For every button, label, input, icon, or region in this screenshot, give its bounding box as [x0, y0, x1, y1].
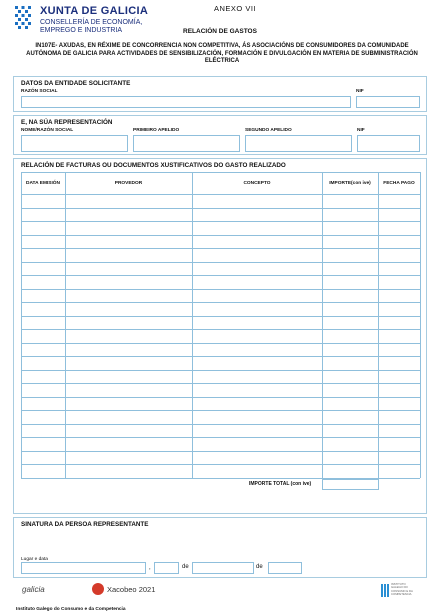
xacobeo-wordmark: Xacobeo 2021 — [107, 585, 156, 594]
table-cell[interactable] — [21, 262, 65, 276]
column-divider — [420, 172, 421, 478]
table-cell[interactable] — [21, 451, 65, 465]
table-cell[interactable] — [322, 302, 378, 316]
table-row — [21, 275, 420, 289]
representative-nif-field[interactable] — [357, 135, 420, 152]
table-row — [21, 302, 420, 316]
row-divider — [21, 172, 420, 173]
business-name-field[interactable] — [21, 96, 351, 108]
table-row — [21, 208, 420, 222]
representative-nif-label: NIF — [357, 128, 365, 133]
table-row — [21, 383, 420, 397]
table-row — [21, 343, 420, 357]
table-cell[interactable] — [21, 410, 65, 424]
table-cell[interactable] — [192, 289, 322, 303]
table-cell[interactable] — [192, 302, 322, 316]
table-cell[interactable] — [192, 316, 322, 330]
table-cell[interactable] — [322, 410, 378, 424]
table-row — [21, 289, 420, 303]
table-cell[interactable] — [21, 464, 65, 478]
first-surname-label: PRIMEIRO APELIDO — [133, 128, 180, 133]
month-field[interactable] — [192, 562, 254, 574]
table-cell[interactable] — [192, 235, 322, 249]
table-cell[interactable] — [21, 221, 65, 235]
table-cell[interactable] — [192, 221, 322, 235]
annex-label: ANEXO VII — [213, 4, 256, 13]
table-cell[interactable] — [21, 437, 65, 451]
table-cell[interactable] — [322, 262, 378, 276]
applicant-heading: DATOS DA ENTIDADE SOLICITANTE — [21, 80, 131, 87]
table-cell[interactable] — [378, 316, 420, 330]
table-cell[interactable] — [378, 383, 420, 397]
table-cell[interactable] — [192, 356, 322, 370]
galicia-wordmark: galicia — [22, 585, 45, 594]
second-surname-label: SEGUNDO APELIDO — [245, 128, 292, 133]
department-line-1: CONSELLERÍA DE ECONOMÍA, — [40, 19, 143, 26]
place-date-label: Lugar e data — [21, 557, 48, 562]
table-row — [21, 316, 420, 330]
table-cell[interactable] — [378, 397, 420, 411]
table-row — [21, 194, 420, 208]
table-cell[interactable] — [322, 275, 378, 289]
table-cell[interactable] — [65, 329, 192, 343]
of-label-2: de — [256, 564, 263, 570]
table-cell[interactable] — [378, 221, 420, 235]
second-surname-field[interactable] — [245, 135, 352, 152]
table-cell[interactable] — [192, 208, 322, 222]
table-cell[interactable] — [192, 437, 322, 451]
table-cell[interactable] — [65, 275, 192, 289]
table-cell[interactable] — [65, 208, 192, 222]
table-cell[interactable] — [192, 343, 322, 357]
brand-name: XUNTA DE GALICIA — [40, 5, 149, 17]
table-cell[interactable] — [322, 289, 378, 303]
table-cell[interactable] — [192, 383, 322, 397]
table-cell[interactable] — [65, 410, 192, 424]
table-cell[interactable] — [322, 194, 378, 208]
table-cell[interactable] — [65, 289, 192, 303]
table-cell[interactable] — [21, 302, 65, 316]
table-row — [21, 437, 420, 451]
table-cell[interactable] — [21, 424, 65, 438]
column-header: CONCEPTO — [243, 180, 271, 186]
table-cell[interactable] — [192, 424, 322, 438]
table-cell[interactable] — [192, 370, 322, 384]
table-cell[interactable] — [378, 451, 420, 465]
of-label-1: de — [182, 564, 189, 570]
table-cell[interactable] — [378, 329, 420, 343]
table-cell[interactable] — [378, 208, 420, 222]
table-cell[interactable] — [322, 235, 378, 249]
table-cell[interactable] — [322, 316, 378, 330]
signature-heading: SINATURA DA PERSOA REPRESENTANTE — [21, 521, 149, 528]
column-header: PROVEDOR — [114, 180, 143, 186]
table-cell[interactable] — [65, 262, 192, 276]
table-cell[interactable] — [65, 235, 192, 249]
table-cell[interactable] — [21, 383, 65, 397]
table-cell[interactable] — [378, 302, 420, 316]
column-header: IMPORTE(con ive) — [329, 180, 371, 186]
total-amount-field[interactable] — [322, 479, 379, 490]
igc-icon — [381, 584, 389, 597]
table-cell[interactable] — [65, 397, 192, 411]
table-cell[interactable] — [378, 356, 420, 370]
table-cell[interactable] — [322, 437, 378, 451]
table-cell[interactable] — [192, 451, 322, 465]
table-row — [21, 262, 420, 276]
table-cell[interactable] — [322, 329, 378, 343]
column-header: FECHA PAGO — [383, 180, 415, 186]
table-row — [21, 248, 420, 262]
table-cell[interactable] — [378, 235, 420, 249]
xacobeo-logo — [92, 583, 162, 597]
table-cell[interactable] — [21, 194, 65, 208]
table-cell[interactable] — [65, 343, 192, 357]
table-cell[interactable] — [65, 424, 192, 438]
table-cell[interactable] — [192, 194, 322, 208]
table-cell[interactable] — [21, 289, 65, 303]
table-cell[interactable] — [378, 194, 420, 208]
table-cell[interactable] — [65, 451, 192, 465]
table-cell[interactable] — [322, 221, 378, 235]
table-cell[interactable] — [378, 410, 420, 424]
invoices-heading: RELACIÓN DE FACTURAS OU DOCUMENTOS XUSTIFICATIVOS DO GASTO REALIZADO — [21, 162, 286, 169]
table-row — [21, 356, 420, 370]
table-cell[interactable] — [65, 370, 192, 384]
place-field[interactable] — [21, 562, 146, 574]
table-cell[interactable] — [378, 464, 420, 478]
table-cell[interactable] — [378, 343, 420, 357]
table-row — [21, 451, 420, 465]
table-cell[interactable] — [192, 275, 322, 289]
procedure-description: IN107E- AXUDAS, EN RÉXIME DE CONCORRENCIA NON COMPETITIVA, ÁS ASOCIACIÓNS DE CONSUMIDORES DA COMUNIDADE AUTÓNOMA DE GALICIA PARA ACTIVIDADES DE SENSIBILIZACIÓN, FORMACIÓN E DIVULGACIÓN EN MATERIA DE SUBMINISTRACIÓN ELÉCTRICA — [26, 43, 418, 64]
applicant-nif-label: NIF — [356, 89, 364, 94]
galicia-logo — [22, 585, 45, 594]
table-row — [21, 424, 420, 438]
table-cell[interactable] — [192, 410, 322, 424]
table-cell[interactable] — [21, 235, 65, 249]
table-cell[interactable] — [21, 356, 65, 370]
table-cell[interactable] — [322, 464, 378, 478]
table-row — [21, 329, 420, 343]
table-cell[interactable] — [21, 248, 65, 262]
year-field[interactable] — [268, 562, 302, 574]
table-row — [21, 221, 420, 235]
name-label: NOME/RAZÓN SOCIAL — [21, 128, 74, 133]
table-cell[interactable] — [378, 437, 420, 451]
table-cell[interactable] — [21, 316, 65, 330]
signature-section — [13, 517, 427, 578]
igc-wordmark: INSTITUTO GALEGO DO CONSUMO E DA COMPETENCIA — [391, 582, 413, 596]
table-cell[interactable] — [322, 424, 378, 438]
table-cell[interactable] — [65, 248, 192, 262]
table-cell[interactable] — [21, 370, 65, 384]
applicant-section — [13, 76, 427, 112]
table-cell[interactable] — [192, 329, 322, 343]
department-line-2: EMPREGO E INDUSTRIA — [40, 27, 123, 34]
igc-logo — [381, 582, 417, 600]
table-cell[interactable] — [65, 383, 192, 397]
table-cell[interactable] — [322, 397, 378, 411]
representative-heading: E, NA SÚA REPRESENTACIÓN — [21, 119, 113, 126]
table-cell[interactable] — [65, 302, 192, 316]
table-cell[interactable] — [378, 289, 420, 303]
table-cell[interactable] — [378, 370, 420, 384]
table-cell[interactable] — [192, 464, 322, 478]
table-row — [21, 464, 420, 478]
table-cell[interactable] — [322, 383, 378, 397]
table-cell[interactable] — [378, 275, 420, 289]
table-row — [21, 410, 420, 424]
table-row — [21, 235, 420, 249]
table-cell[interactable] — [322, 451, 378, 465]
invoices-section — [13, 158, 427, 514]
table-cell[interactable] — [192, 397, 322, 411]
total-amount-label: IMPORTE TOTAL (con ive) — [249, 480, 312, 487]
table-cell[interactable] — [192, 248, 322, 262]
table-cell[interactable] — [192, 262, 322, 276]
table-cell[interactable] — [322, 343, 378, 357]
table-row — [21, 370, 420, 384]
table-cell[interactable] — [21, 275, 65, 289]
table-cell[interactable] — [65, 194, 192, 208]
footer-institute: Instituto Galego do Consumo e da Competencia — [16, 607, 126, 612]
table-cell[interactable] — [378, 262, 420, 276]
applicant-nif-field[interactable] — [356, 96, 420, 108]
table-cell[interactable] — [322, 370, 378, 384]
table-cell[interactable] — [378, 424, 420, 438]
table-cell[interactable] — [21, 397, 65, 411]
table-cell[interactable] — [21, 329, 65, 343]
table-cell[interactable] — [65, 316, 192, 330]
table-cell[interactable] — [21, 343, 65, 357]
document-title: RELACIÓN DE GASTOS — [183, 28, 257, 35]
table-cell[interactable] — [65, 221, 192, 235]
invoice-table — [21, 172, 420, 512]
table-cell[interactable] — [378, 248, 420, 262]
table-cell[interactable] — [65, 437, 192, 451]
day-field[interactable] — [154, 562, 179, 574]
xacobeo-icon — [92, 583, 104, 595]
column-header: DATA EMISIÓN — [25, 180, 61, 186]
table-row — [21, 397, 420, 411]
comma-separator: , — [149, 565, 151, 571]
table-cell[interactable] — [322, 356, 378, 370]
first-surname-field[interactable] — [133, 135, 240, 152]
table-cell[interactable] — [322, 248, 378, 262]
table-cell[interactable] — [65, 356, 192, 370]
representative-section — [13, 115, 427, 155]
table-cell[interactable] — [21, 208, 65, 222]
table-cell[interactable] — [322, 208, 378, 222]
business-name-label: RAZÓN SOCIAL — [21, 89, 58, 94]
table-cell[interactable] — [65, 464, 192, 478]
name-field[interactable] — [21, 135, 128, 152]
